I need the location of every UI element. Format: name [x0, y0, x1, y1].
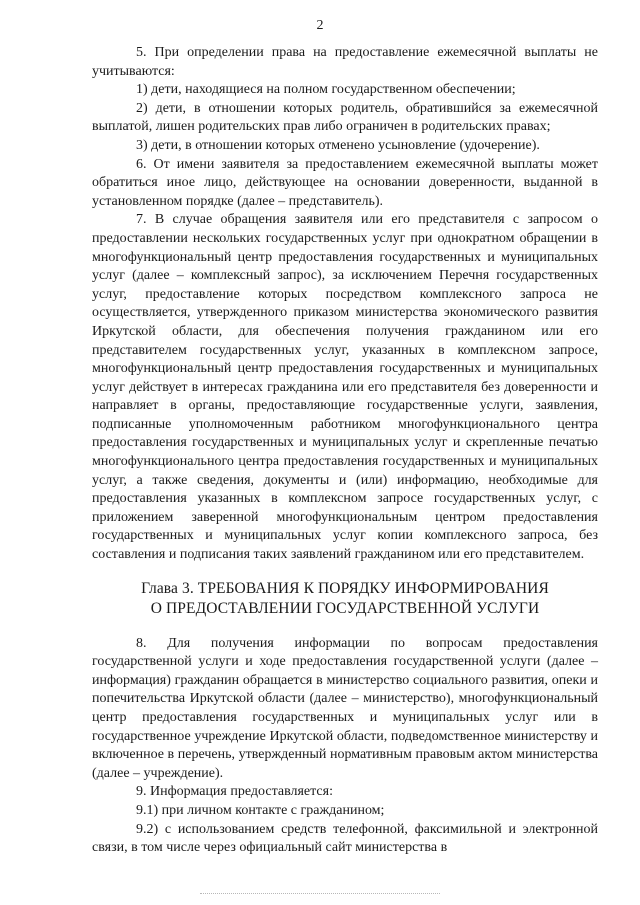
paragraph-7: 7. В случае обращения заявителя или его представителя с запросом о предоставлении нескольких государственных услуг при однократном обращении в многофункциональный центр предоставления государственных и муниципальных услуг (далее – комплексный запрос), за исключением Перечня государственных услуг, предоставление которых посредством комплексного запроса не осуществляется, утвержденного приказом министерства экономического развития Иркутской области, для обеспечения получения гражданином или его представителем государственных услуг, указанных в комплексном запросе, многофункциональный центр предоставления государственных и муниципальных услуг действует в интересах гражданина или его представителя без доверенности и направляет в органы, предоставляющие государственные услуги, заявления, подписанные уполномоченным работником многофункционального центра предоставления государственных и муниципальных услуг и скрепленные печатью многофункционального центра предоставления государственных и муниципальных услуг, а также сведения, документы и (или) информацию, необходимые для предоставления указанных в комплексном запросе государственных услуг, с приложением заверенной многофункциональным центром предоставления государственных и муниципальных услуг копии комплексного запроса, без составления и подписания таких заявлений гражданином или его представителем. [92, 212, 598, 563]
list-item-5-2: 2) дети, в отношении которых родитель, обратившийся за ежемесячной выплатой, лишен родительских прав либо ограничен в родительских правах; [92, 100, 598, 135]
page-bottom-divider [200, 893, 440, 894]
list-item-9-1: 9.1) при личном контакте с гражданином; [136, 802, 385, 818]
list-item-5-3: 3) дети, в отношении которых отменено усыновление (удочерение). [136, 137, 540, 153]
paragraph-6: 6. От имени заявителя за предоставлением ежемесячной выплаты может обратиться иное лицо, действующее на основании доверенности, выданной в установленном порядке (далее – представитель). [92, 156, 598, 209]
chapter-title-line-2: О ПРЕДОСТАВЛЕНИИ ГОСУДАРСТВЕННОЙ УСЛУГИ [150, 599, 540, 617]
paragraph-5: 5. При определении права на предоставление ежемесячной выплаты не учитываются: [92, 45, 598, 79]
list-item-9-2: 9.2) с использованием средств телефонной, факсимильной и электронной связи, в том числе через официальный сайт министерства в [92, 821, 598, 856]
paragraph-9: 9. Информация предоставляется: [136, 784, 333, 800]
chapter-title-line-1: Глава 3. ТРЕБОВАНИЯ К ПОРЯДКУ ИНФОРМИРОВАНИЯ [141, 579, 549, 597]
page-number: 2 [316, 18, 324, 33]
chapter-heading [92, 579, 598, 619]
paragraph-8: 8. Для получения информации по вопросам предоставления государственной услуги и ходе предоставления государственной услуги (далее – информация) гражданин обращается в министерство социального развития, опеки и попечительства Иркутской области (далее – министерство), многофункциональный центр предоставления государственных и муниципальных услуг или в государственное учреждение Иркутской области, подведомственное министерству и включенное в перечень, утвержденный нормативным правовым актом министерства (далее – учреждение). [92, 635, 598, 781]
list-item-5-1: 1) дети, находящиеся на полном государственном обеспечении; [136, 82, 516, 98]
document-body [92, 44, 598, 858]
